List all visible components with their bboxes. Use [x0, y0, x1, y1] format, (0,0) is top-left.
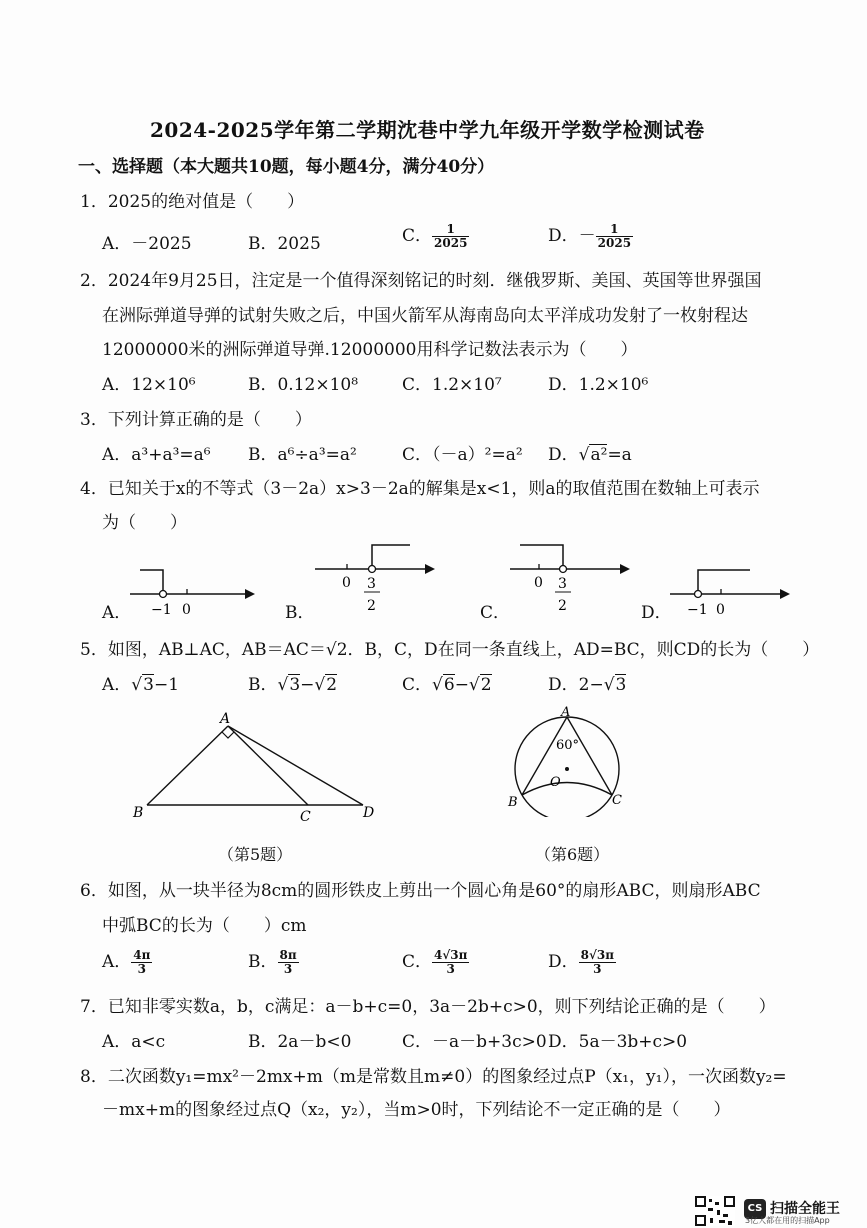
q1-option-d: D．－ $\frac{1}{2025}$	[548, 222, 632, 250]
q2-option-a: A．12×10⁶	[102, 375, 196, 395]
q7-option-d: D．5a－3b+c>0	[548, 1032, 688, 1052]
question-3-stem: 3．下列计算正确的是（ ）	[80, 410, 312, 430]
tick-label-two: 2	[558, 598, 567, 614]
question-2-line3: 12000000米的洲际弹道导弹.12000000用科学记数法表示为（ ）	[102, 340, 638, 360]
tick-label-minus-one: −1	[687, 602, 708, 618]
q5-option-b: B．√3−√2	[248, 675, 338, 695]
q6-option-b: B． $\frac{8\pi}{3}$	[248, 948, 297, 976]
figure-5-caption: （第5题）	[218, 845, 293, 864]
q3-option-a: A．a³+a³=a⁶	[102, 445, 211, 465]
point-a-label: A	[561, 705, 571, 720]
q7-option-b: B．2a－b<0	[248, 1032, 352, 1052]
tick-label-three: 3	[367, 576, 376, 592]
camscanner-brand: 扫描全能王	[770, 1201, 840, 1217]
q3-option-c: C．（－a）²=a²	[402, 445, 523, 465]
angle-label: 60°	[556, 738, 580, 753]
q4-number-line-b	[310, 540, 440, 620]
q1-option-b: B．2025	[248, 234, 321, 254]
q7-option-c: C．－a－b+3c>0	[402, 1032, 547, 1052]
q2-option-b: B．0.12×10⁸	[248, 375, 359, 395]
q4-option-d-label: D．	[641, 603, 672, 623]
question-6-line2: 中弧BC的长为（ ）cm	[102, 916, 307, 936]
q2-option-c: C．1.2×10⁷	[402, 375, 502, 395]
question-1-stem: 1．2025的绝对值是（ ）	[80, 192, 305, 212]
q3-option-d: D．√a²=a	[548, 445, 632, 465]
point-c-label: C	[612, 793, 622, 808]
q7-option-a: A．a<c	[102, 1032, 166, 1052]
tick-label-three: 3	[558, 576, 567, 592]
tick-label-two: 2	[367, 598, 376, 614]
q6-option-a: A． $\frac{4\pi}{3}$	[102, 948, 151, 976]
camscanner-slogan: 3亿人都在用的扫描App	[745, 1216, 830, 1225]
figure-6-circle-sector	[502, 702, 632, 817]
q5-option-a: A．√3−1	[102, 675, 180, 695]
question-8-line1: 8．二次函数y₁=mx²－2mx+m（m是常数且m≠0）的图象经过点P（x₁，y₁），一次函数y₂=	[80, 1067, 787, 1087]
tick-label-zero: 0	[342, 575, 351, 591]
q2-option-d: D．1.2×10⁶	[548, 375, 649, 395]
question-5-stem: 5．如图，AB⊥AC，AB＝AC＝√2．B，C，D在同一条直线上，AD=BC，则CD的长为（ ）	[80, 640, 820, 660]
question-4-line1: 4．已知关于x的不等式（3－2a）x>3－2a的解集是x<1，则a的取值范围在数轴上可表示	[80, 479, 760, 499]
q1-option-c: C． $\frac{1}{2025}$	[402, 222, 468, 250]
question-4-line2: 为（ ）	[102, 513, 187, 533]
q3-option-b: B．a⁶÷a³=a²	[248, 445, 357, 465]
q4-option-a-label: A．	[102, 603, 132, 623]
tick-label-minus-one: −1	[151, 602, 172, 618]
qr-code-icon	[695, 1196, 735, 1226]
q5-option-d: D．2−√3	[548, 675, 627, 695]
question-2-line2: 在洲际弹道导弹的试射失败之后，中国火箭军从海南岛向太平洋成功发射了一枚射程达	[102, 306, 748, 326]
question-7-stem: 7．已知非零实数a，b，c满足：a－b+c=0，3a－2b+c>0，则下列结论正确的是（ ）	[80, 997, 776, 1017]
tick-label-zero: 0	[182, 602, 191, 618]
figure-6-caption: （第6题）	[535, 845, 610, 864]
section-heading: 一、选择题（本大题共10题，每小题4分，满分40分）	[78, 157, 495, 177]
q6-option-c: C． $\frac{4√3\pi}{3}$	[402, 948, 468, 976]
tick-label-zero: 0	[716, 602, 725, 618]
camscanner-logo: CS	[744, 1199, 766, 1219]
figure-5-triangle	[125, 705, 395, 830]
q6-option-d: D． $\frac{8√3\pi}{3}$	[548, 948, 615, 976]
q4-number-line-d	[665, 560, 800, 620]
tick-label-zero: 0	[534, 575, 543, 591]
center-o-label: O	[550, 775, 561, 790]
point-b-label: B	[508, 795, 518, 810]
question-2-line1: 2．2024年9月25日，注定是一个值得深刻铭记的时刻．继俄罗斯、美国、英国等世界强国	[80, 271, 762, 291]
point-b-label: B	[133, 805, 144, 821]
point-a-label: A	[220, 711, 231, 727]
q5-option-c: C．√6−√2	[402, 675, 492, 695]
q1-option-a: A．－2025	[102, 234, 192, 254]
q4-option-b-label: B．	[285, 603, 315, 623]
q4-number-line-c	[505, 540, 635, 620]
point-c-label: C	[300, 809, 311, 825]
question-6-line1: 6．如图，从一块半径为8cm的圆形铁皮上剪出一个圆心角是60°的扇形ABC，则扇形ABC	[80, 881, 761, 901]
q4-option-c-label: C．	[480, 603, 511, 623]
point-d-label: D	[363, 805, 375, 821]
q4-number-line-a	[125, 560, 260, 620]
question-8-line2: －mx+m的图象经过点Q（x₂，y₂），当m>0时，下列结论不一定正确的是（ ）	[102, 1100, 731, 1120]
page-title: 2024-2025学年第二学期沈巷中学九年级开学数学检测试卷	[150, 118, 705, 142]
